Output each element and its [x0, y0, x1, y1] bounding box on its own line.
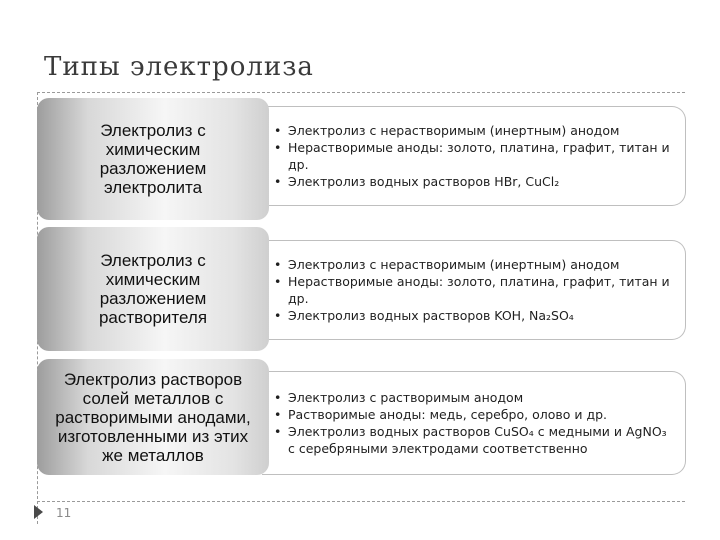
- page-number: 11: [56, 506, 72, 520]
- bullet-text: Электролиз с растворимым анодом: [288, 390, 524, 405]
- bullet-text: Нерастворимые аноды: золото, платина, графит, титан и др.: [288, 274, 670, 306]
- bullet-icon: •: [274, 257, 282, 272]
- footer-divider: [37, 501, 685, 502]
- row-3-bullet-2: [274, 406, 675, 423]
- bullet-icon: •: [274, 407, 282, 422]
- bullet-text: Электролиз водных растворов CuSO₄ с медными и AgNO₃ с серебряными электродами соответственно: [288, 424, 667, 456]
- row-1-bullet-3: [274, 173, 675, 190]
- row-3-heading: Электролиз растворов солей металлов с растворимыми анодами, изготовленными из этих же металлов: [55, 369, 251, 465]
- bullet-text: Электролиз с нерастворимым (инертным) анодом: [288, 257, 620, 272]
- row-3-bullet-box: [262, 371, 686, 475]
- row-2-heading: Электролиз с химическим разложением растворителя: [98, 251, 208, 327]
- title-divider: [37, 92, 685, 93]
- bullet-icon: •: [274, 390, 282, 405]
- bullet-icon: •: [274, 308, 282, 323]
- bullet-icon: •: [274, 174, 282, 189]
- bullet-icon: •: [274, 140, 282, 155]
- row-2-bullet-box: [262, 240, 686, 340]
- row-1-bullet-1: [274, 122, 675, 139]
- page-marker-icon: [34, 505, 43, 519]
- bullet-icon: •: [274, 274, 282, 289]
- bullet-text: Растворимые аноды: медь, серебро, олово и др.: [288, 407, 607, 422]
- bullet-icon: •: [274, 424, 282, 439]
- row-1-heading: Электролиз с химическим разложением электролита: [99, 121, 207, 197]
- row-1-heading-box: [37, 98, 269, 220]
- bullet-text: Нерастворимые аноды: золото, платина, графит, титан и др.: [288, 140, 670, 172]
- row-2-bullet-2: [274, 273, 675, 307]
- row-2-bullet-3: [274, 307, 675, 324]
- bullet-icon: •: [274, 123, 282, 138]
- row-2-bullet-1: [274, 256, 675, 273]
- row-3-bullet-3: [274, 423, 675, 457]
- bullet-text: Электролиз водных растворов HBr, CuCl₂: [288, 174, 560, 189]
- row-2-heading-box: [37, 227, 269, 351]
- row-1-bullet-box: [262, 106, 686, 206]
- row-3-heading-box: [37, 359, 269, 475]
- bullet-text: Электролиз водных растворов KOH, Na₂SO₄: [288, 308, 574, 323]
- row-3-bullet-1: [274, 389, 675, 406]
- slide-title: Типы электролиза: [44, 52, 314, 82]
- row-1-bullet-2: [274, 139, 675, 173]
- bullet-text: Электролиз с нерастворимым (инертным) анодом: [288, 123, 620, 138]
